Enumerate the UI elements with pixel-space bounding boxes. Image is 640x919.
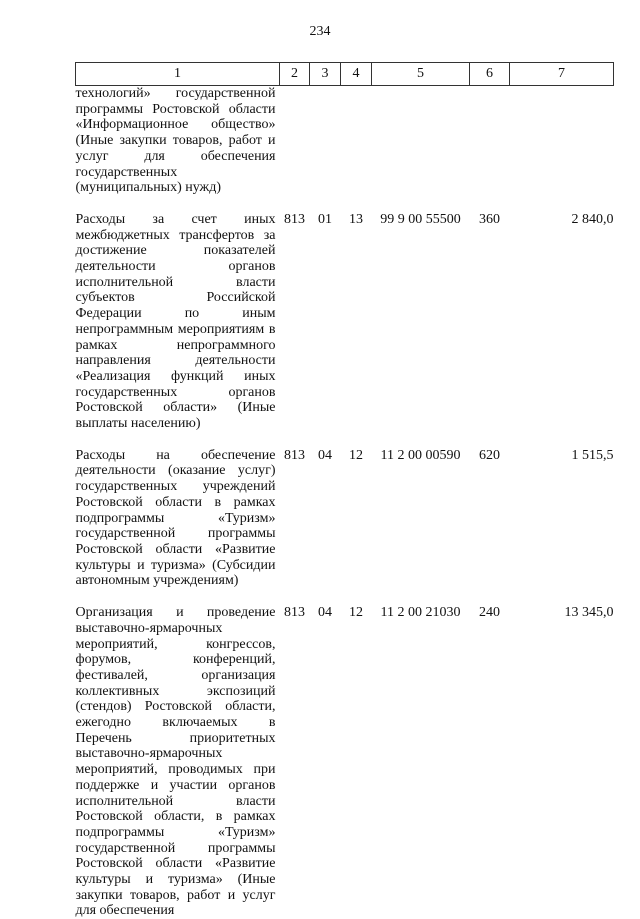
- column-header-7: 7: [510, 63, 614, 86]
- row-target-article: [372, 86, 470, 196]
- row-ministry-code: [280, 86, 310, 196]
- column-header-row: [76, 63, 614, 86]
- row-description: Расходы на обеспечение деятельности (оказание услуг) государственных учреждений Ростовской области в рамках подпрограммы «Туризм» государственной программы Ростовской области «Развитие культуры и туризма» (Субсидии автономным учреждениям): [75, 447, 276, 589]
- row-expense-type: 360: [479, 211, 500, 227]
- row-subsection-code: 12: [349, 605, 363, 621]
- table-row: [76, 589, 614, 919]
- row-target-article: 99 9 00 55500: [380, 211, 461, 227]
- column-header-3: 3: [310, 63, 341, 86]
- row-amount: 1 515,5: [571, 447, 614, 463]
- row-ministry-code: 813: [284, 605, 305, 621]
- column-header-2: 2: [280, 63, 310, 86]
- row-subsection-code: [341, 86, 372, 196]
- row-description: технологий» государственной программы Ростовской области «Информационное общество» (Иные закупки товаров, работ и услуг для обеспечения государственных (муниципальных) нужд): [75, 86, 276, 196]
- row-expense-type: 240: [479, 605, 500, 621]
- row-ministry-code: 813: [284, 211, 305, 227]
- table-row: [76, 196, 614, 432]
- row-section-code: 04: [318, 447, 332, 463]
- column-header-4: 4: [341, 63, 372, 86]
- row-section-code: 01: [318, 211, 332, 227]
- row-section-code: [310, 86, 341, 196]
- row-description: Расходы за счет иных межбюджетных трансфертов за достижение показателей деятельности органов исполнительной власти субъектов Российской Федерации по иным непрограммным мероприятиям в рамках непрограммного направления деятельности «Реализация функций иных государственных органов Ростовской области» (Иные выплаты населению): [75, 211, 276, 432]
- row-expense-type: [470, 86, 510, 196]
- row-expense-type: 620: [479, 447, 500, 463]
- page-number: 234: [309, 24, 331, 39]
- row-amount: 2 840,0: [571, 211, 614, 227]
- row-amount: 13 345,0: [564, 605, 614, 621]
- row-target-article: 11 2 00 00590: [380, 447, 461, 463]
- table-row: [76, 86, 614, 196]
- row-subsection-code: 13: [349, 211, 363, 227]
- row-amount: [510, 86, 614, 196]
- row-description: Организация и проведение выставочно-ярмарочных мероприятий, конгрессов, форумов, конференций, фестивалей, организация коллективных экспозиций (стендов) Ростовской области, ежегодно включаемых в Перечень приоритетных выставочно-ярмарочных мероприятий, проводимых при поддержке и участии органов исполнительной власти Ростовской области, в рамках подпрограммы «Туризм» государственной программы Ростовской области «Развитие культуры и туризма» (Иные закупки товаров, работ и услуг для обеспечения: [75, 605, 276, 919]
- row-subsection-code: 12: [349, 447, 363, 463]
- column-header-5: 5: [372, 63, 470, 86]
- row-target-article: 11 2 00 21030: [380, 605, 461, 621]
- column-header-1: 1: [76, 63, 280, 86]
- budget-table: [75, 62, 614, 919]
- table-row: [76, 432, 614, 589]
- row-ministry-code: 813: [284, 447, 305, 463]
- column-header-6: 6: [470, 63, 510, 86]
- row-section-code: 04: [318, 605, 332, 621]
